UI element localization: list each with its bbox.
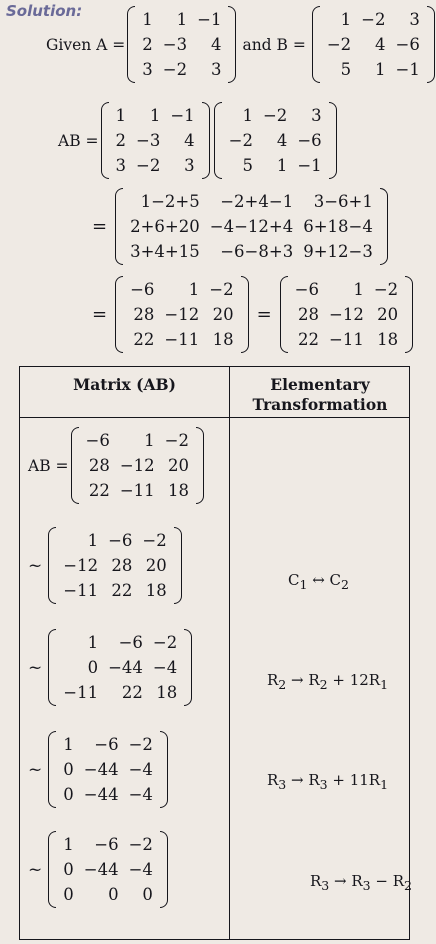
matrix-cell: −2 xyxy=(128,735,153,754)
transform-tail-sub: 1 xyxy=(380,677,389,692)
tilde-symbol: ~ xyxy=(28,859,43,880)
transform-op: → xyxy=(286,771,309,789)
transform-lhs: R xyxy=(267,671,279,689)
matrix-cell: −44 xyxy=(83,860,119,879)
matrix-cell: −6 xyxy=(395,35,420,54)
matrix-cell: −6 xyxy=(130,280,155,299)
matrix-cell: 20 xyxy=(145,556,167,575)
table-row-step-1 xyxy=(28,527,184,604)
bracket-left xyxy=(127,6,135,83)
matrix-cell: 18 xyxy=(377,330,399,349)
header-transformation xyxy=(230,375,410,415)
bracket-left xyxy=(48,731,56,808)
ab-label: AB = xyxy=(28,456,69,475)
matrix-a xyxy=(127,6,236,83)
matrix-entries xyxy=(123,276,240,353)
matrix-cell: −6 xyxy=(94,835,119,854)
matrix-entries xyxy=(56,731,160,808)
matrix-cell: 0 xyxy=(87,658,99,677)
transform-lhs: R xyxy=(310,872,322,890)
matrix-cell: 1 xyxy=(63,735,74,754)
matrix-cell: 28 xyxy=(111,556,133,575)
matrix-cell: −2 xyxy=(164,431,189,450)
matrix-cell: −6 xyxy=(297,131,322,150)
matrix-cell: 4 xyxy=(210,35,222,54)
matrix-cell: −2 xyxy=(128,835,153,854)
matrix-cell: −4 xyxy=(152,658,178,677)
bracket-right xyxy=(184,629,192,706)
given-a-label: Given A = xyxy=(46,35,126,54)
matrix-cell: −4−12+4 xyxy=(209,217,294,236)
bracket-left xyxy=(312,6,320,83)
matrix-cell: 28 xyxy=(88,456,110,475)
transformation-table xyxy=(19,366,410,940)
matrix-cell: 1 xyxy=(276,156,288,175)
matrix-cell: −11 xyxy=(63,581,99,600)
given-row xyxy=(46,6,436,83)
matrix-cell: 1 xyxy=(242,106,253,125)
bracket-left xyxy=(115,276,123,353)
matrix-cell: −1 xyxy=(170,106,195,125)
matrix-step-3 xyxy=(48,731,168,808)
matrix-cell: −2 xyxy=(228,131,253,150)
matrix-cell: 1 xyxy=(188,280,200,299)
matrix-cell: −4 xyxy=(128,760,153,779)
matrix-cell: −12 xyxy=(119,456,155,475)
tilde-symbol: ~ xyxy=(28,657,43,678)
matrix-cell: 1 xyxy=(144,431,155,450)
matrix-cell: 0 xyxy=(142,885,153,904)
matrix-cell: −6 xyxy=(118,633,143,652)
matrix-cell: −12 xyxy=(329,305,364,324)
bracket-right xyxy=(427,6,435,83)
matrix-cell: 1 xyxy=(115,106,126,125)
transform-rhs: R xyxy=(351,872,363,890)
matrix-cell: −2 xyxy=(152,633,178,652)
transform-rhs: C xyxy=(329,571,342,589)
matrix-cell: −6−8+3 xyxy=(220,242,294,261)
matrix-cell: 28 xyxy=(298,305,319,324)
transformation-2 xyxy=(267,671,388,692)
transform-rhs: R xyxy=(308,671,320,689)
matrix-cell: 1 xyxy=(87,633,99,652)
matrix-cell: −3 xyxy=(136,131,161,150)
matrix-cell: 5 xyxy=(340,60,352,79)
matrix-cell: 3 xyxy=(210,60,222,79)
matrix-cell: 18 xyxy=(145,581,167,600)
matrix-entries xyxy=(320,6,427,83)
ab-result-row xyxy=(86,276,415,353)
equals-sign: = xyxy=(92,216,108,237)
bracket-left xyxy=(214,102,222,179)
bracket-right xyxy=(329,102,337,179)
matrix-cell: 1 xyxy=(340,10,352,29)
matrix-cell: −6 xyxy=(94,735,119,754)
equals-sign: = xyxy=(92,304,108,325)
transform-tail-sub: 2 xyxy=(404,878,412,893)
matrix-cell: −11 xyxy=(63,683,99,702)
matrix-cell: −2 xyxy=(136,156,161,175)
matrix-cell: 1 xyxy=(176,10,188,29)
matrix-cell: −11 xyxy=(329,330,364,349)
ab-sum-row xyxy=(86,188,390,265)
matrix-cell: 0 xyxy=(63,785,74,804)
bracket-left xyxy=(48,831,56,908)
bracket-right xyxy=(202,102,210,179)
table-row-step-2 xyxy=(28,629,194,706)
matrix-cell: 3−6+1 xyxy=(313,192,373,211)
matrix-cell: 2+6+20 xyxy=(130,217,200,236)
matrix-cell: −12 xyxy=(63,556,99,575)
bracket-left xyxy=(115,188,123,265)
bracket-left xyxy=(71,427,79,504)
matrix-b xyxy=(312,6,435,83)
matrix-cell: −44 xyxy=(108,658,143,677)
matrix-cell: 1 xyxy=(375,60,386,79)
matrix-a-copy xyxy=(101,102,210,179)
header-transformation-line1: Elementary xyxy=(270,375,370,394)
transform-lhs-sub: 1 xyxy=(299,577,308,592)
bracket-right xyxy=(160,831,168,908)
matrix-cell: 4 xyxy=(184,131,195,150)
matrix-cell: 0 xyxy=(63,860,74,879)
matrix-entries xyxy=(288,276,405,353)
matrix-cell: −44 xyxy=(83,760,119,779)
matrix-cell: −4 xyxy=(128,860,153,879)
matrix-cell: 3 xyxy=(409,10,420,29)
bracket-right xyxy=(160,731,168,808)
matrix-cell: 5 xyxy=(242,156,253,175)
matrix-cell: 6+18−4 xyxy=(303,217,373,236)
transform-rhs-sub: 2 xyxy=(319,677,328,692)
matrix-cell: −2 xyxy=(326,35,352,54)
ab-product-row xyxy=(58,102,339,179)
transform-tail-sub: 1 xyxy=(380,777,389,792)
matrix-cell: 20 xyxy=(167,456,189,475)
matrix-cell: −2 xyxy=(142,531,167,550)
transformation-4 xyxy=(310,872,412,893)
matrix-cell: −3 xyxy=(162,35,188,54)
matrix-cell: −11 xyxy=(119,481,155,500)
matrix-step-1 xyxy=(48,527,181,604)
matrix-cell: 3+4+15 xyxy=(130,242,200,261)
matrix-ab-result-repeat xyxy=(280,276,413,353)
matrix-ab-start xyxy=(71,427,204,504)
matrix-ab-sum xyxy=(115,188,388,265)
transform-rhs-sub: 3 xyxy=(362,878,371,893)
matrix-cell: −44 xyxy=(83,785,119,804)
bracket-right xyxy=(228,6,236,83)
matrix-cell: −2 xyxy=(361,10,386,29)
equals-sign: = xyxy=(256,304,272,325)
bracket-right xyxy=(196,427,204,504)
transform-lhs-sub: 3 xyxy=(321,878,330,893)
matrix-cell: 9+12−3 xyxy=(303,242,373,261)
matrix-cell: −11 xyxy=(164,330,200,349)
bracket-left xyxy=(280,276,288,353)
transform-rhs: R xyxy=(308,771,320,789)
transform-lhs: C xyxy=(288,571,300,589)
matrix-cell: 22 xyxy=(133,330,155,349)
transform-tail: + 11R xyxy=(327,771,381,789)
solution-heading: Solution: xyxy=(6,2,83,20)
bracket-left xyxy=(48,629,56,706)
matrix-cell: 1−2+5 xyxy=(140,192,200,211)
matrix-cell: −6 xyxy=(294,280,319,299)
matrix-entries xyxy=(56,831,160,908)
matrix-cell: 1 xyxy=(353,280,364,299)
matrix-cell: −1 xyxy=(197,10,222,29)
matrix-cell: 18 xyxy=(156,683,178,702)
matrix-step-2 xyxy=(48,629,192,706)
bracket-right xyxy=(241,276,249,353)
matrix-cell: −12 xyxy=(164,305,200,324)
table-row-start xyxy=(28,427,206,504)
matrix-entries xyxy=(135,6,228,83)
given-b-label: and B = xyxy=(242,35,306,54)
transform-tail: + 12R xyxy=(327,671,381,689)
header-matrix: Matrix (AB) xyxy=(73,375,176,394)
table-row-step-3 xyxy=(28,731,170,808)
bracket-right xyxy=(174,527,182,604)
transform-lhs-sub: 3 xyxy=(278,777,287,792)
tilde-symbol: ~ xyxy=(28,555,43,576)
matrix-cell: 1 xyxy=(149,106,161,125)
matrix-cell: 20 xyxy=(377,305,399,324)
matrix-cell: 2 xyxy=(115,131,126,150)
matrix-cell: −1 xyxy=(297,156,322,175)
matrix-cell: −6 xyxy=(108,531,133,550)
transform-op: ↔ xyxy=(307,571,330,589)
matrix-cell: 2 xyxy=(142,35,153,54)
matrix-cell: 22 xyxy=(88,481,110,500)
matrix-entries xyxy=(109,102,202,179)
bracket-right xyxy=(380,188,388,265)
matrix-cell: 18 xyxy=(212,330,234,349)
matrix-cell: 22 xyxy=(111,581,133,600)
matrix-cell: −2 xyxy=(373,280,399,299)
matrix-cell: −2 xyxy=(209,280,234,299)
table-row-step-4 xyxy=(28,831,170,908)
matrix-ab-result xyxy=(115,276,248,353)
matrix-cell: 18 xyxy=(167,481,189,500)
matrix-cell: 3 xyxy=(115,156,126,175)
header-transformation-line2: Transformation xyxy=(252,395,388,414)
matrix-cell: −6 xyxy=(85,431,110,450)
matrix-cell: 28 xyxy=(133,305,155,324)
matrix-cell: 20 xyxy=(212,305,234,324)
transform-tail: − R xyxy=(370,872,405,890)
table-divider-vertical xyxy=(229,367,230,939)
matrix-cell: 3 xyxy=(311,106,322,125)
matrix-cell: 1 xyxy=(142,10,153,29)
transformation-1 xyxy=(288,571,349,592)
matrix-cell: −2+4−1 xyxy=(220,192,294,211)
transformation-3 xyxy=(267,771,388,792)
transform-op: → xyxy=(286,671,309,689)
matrix-entries xyxy=(222,102,329,179)
bracket-right xyxy=(405,276,413,353)
matrix-cell: 22 xyxy=(298,330,319,349)
matrix-cell: −2 xyxy=(162,60,188,79)
matrix-entries xyxy=(56,527,173,604)
transform-rhs-sub: 2 xyxy=(341,577,349,592)
table-divider-horizontal xyxy=(20,417,409,418)
transform-rhs-sub: 3 xyxy=(319,777,328,792)
tilde-symbol: ~ xyxy=(28,759,43,780)
matrix-cell: 3 xyxy=(142,60,153,79)
bracket-left xyxy=(48,527,56,604)
matrix-entries xyxy=(79,427,196,504)
transform-lhs-sub: 2 xyxy=(278,677,287,692)
matrix-b-copy xyxy=(214,102,337,179)
matrix-cell: 1 xyxy=(63,835,74,854)
matrix-cell: −2 xyxy=(262,106,288,125)
transform-op: → xyxy=(329,872,352,890)
ab-label: AB = xyxy=(58,131,99,150)
matrix-cell: 1 xyxy=(87,531,99,550)
matrix-cell: 3 xyxy=(184,156,195,175)
matrix-entries xyxy=(56,629,184,706)
matrix-cell: 22 xyxy=(121,683,143,702)
matrix-cell: 4 xyxy=(375,35,386,54)
transform-lhs: R xyxy=(267,771,279,789)
matrix-cell: 4 xyxy=(276,131,288,150)
matrix-cell: 0 xyxy=(63,760,74,779)
bracket-left xyxy=(101,102,109,179)
matrix-entries xyxy=(123,188,380,265)
matrix-cell: −1 xyxy=(395,60,420,79)
matrix-step-4 xyxy=(48,831,168,908)
matrix-cell: 0 xyxy=(108,885,119,904)
matrix-cell: 0 xyxy=(63,885,74,904)
matrix-cell: −4 xyxy=(128,785,153,804)
